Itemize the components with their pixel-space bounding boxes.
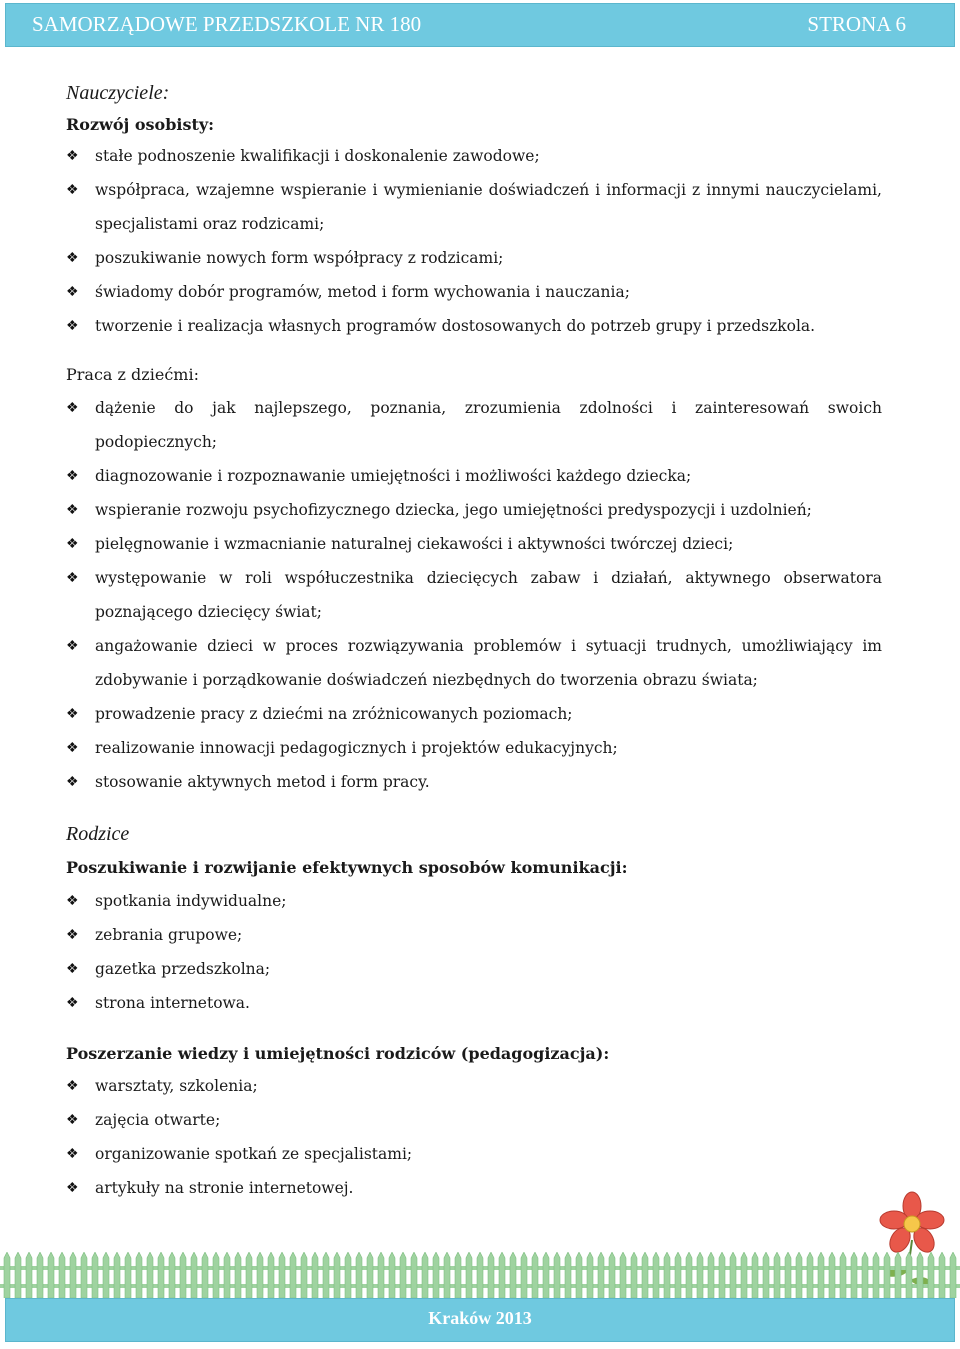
fence-picket: [488, 1252, 494, 1298]
list-item: [66, 459, 882, 493]
list-item-text: realizowanie innowacji pedagogicznych i projektów edukacyjnych;: [95, 739, 618, 757]
fence-picket: [763, 1252, 769, 1298]
fence-picket: [213, 1252, 219, 1298]
list-item-text: dążenie do jak najlepszego, poznania, zrozumienia zdolności i zainteresowań swoich podopiecznych;: [95, 399, 882, 451]
fence-picket: [70, 1252, 76, 1298]
fence-picket: [818, 1252, 824, 1298]
fence-picket: [851, 1252, 857, 1298]
fence-picket: [268, 1252, 274, 1298]
list-item: [66, 1103, 882, 1137]
list-item-text: zebrania grupowe;: [95, 926, 243, 944]
bullet-icon: ❖: [66, 927, 79, 943]
fence-picket: [26, 1252, 32, 1298]
list-item-text: angażowanie dzieci w proces rozwiązywania problemów i sytuacji trudnych, umożliwiający im zdobywanie i porządkowanie doświadczeń niezbędnych do tworzenia obrazu świata;: [95, 637, 882, 689]
list-item-text: prowadzenie pracy z dziećmi na zróżnicowanych poziomach;: [95, 705, 573, 723]
fence-picket: [92, 1252, 98, 1298]
fence-picket: [422, 1252, 428, 1298]
bullet-icon: ❖: [66, 740, 79, 756]
fence-picket: [378, 1252, 384, 1298]
fence-picket: [917, 1252, 923, 1298]
list-item-text: artykuły na stronie internetowej.: [95, 1179, 354, 1197]
fence-picket: [389, 1252, 395, 1298]
list-item-text: stałe podnoszenie kwalifikacji i doskonalenie zawodowe;: [95, 147, 540, 165]
list-item: [66, 765, 882, 799]
fence-picket: [730, 1252, 736, 1298]
bullet-icon: ❖: [66, 284, 79, 300]
fence-picket: [180, 1252, 186, 1298]
fence-picket: [301, 1252, 307, 1298]
fence-picket: [928, 1252, 934, 1298]
fence-picket: [158, 1252, 164, 1298]
list-item: [66, 986, 882, 1020]
fence-picket: [81, 1252, 87, 1298]
fence-picket: [367, 1252, 373, 1298]
fence-picket: [741, 1252, 747, 1298]
fence-picket: [653, 1252, 659, 1298]
fence-picket: [356, 1252, 362, 1298]
list-item: [66, 139, 882, 173]
fence-picket: [939, 1252, 945, 1298]
fence-picket: [796, 1252, 802, 1298]
list-item-text: diagnozowanie i rozpoznawanie umiejętności i możliwości każdego dziecka;: [95, 467, 692, 485]
fence-picket: [620, 1252, 626, 1298]
list-item-text: współpraca, wzajemne wspieranie i wymienianie doświadczeń i informacji z innymi nauczycielami, specjalistami oraz rodzicami;: [95, 181, 882, 233]
bullet-icon: ❖: [66, 570, 79, 586]
communication-list: [66, 884, 882, 1020]
fence-picket: [125, 1252, 131, 1298]
list-item-text: gazetka przedszkolna;: [95, 960, 271, 978]
list-item-text: spotkania indywidualne;: [95, 892, 287, 910]
fence-picket: [532, 1252, 538, 1298]
fence-picket: [631, 1252, 637, 1298]
fence-picket: [15, 1252, 21, 1298]
fence-picket: [499, 1252, 505, 1298]
list-item-text: wspieranie rozwoju psychofizycznego dziecka, jego umiejętności predyspozycji i uzdolnień;: [95, 501, 812, 519]
fence-picket: [114, 1252, 120, 1298]
fence-picket: [807, 1252, 813, 1298]
fence-picket: [290, 1252, 296, 1298]
list-item: [66, 629, 882, 697]
communication-heading: Poszukiwanie i rozwijanie efektywnych sposobów komunikacji:: [66, 858, 628, 877]
list-item: [66, 241, 882, 275]
fence-picket: [224, 1252, 230, 1298]
fence-picket: [400, 1252, 406, 1298]
bullet-icon: ❖: [66, 468, 79, 484]
fence-picket: [543, 1252, 549, 1298]
fence-picket: [785, 1252, 791, 1298]
list-item-text: organizowanie spotkań ze specjalistami;: [95, 1145, 413, 1163]
fence-picket: [686, 1252, 692, 1298]
fence-picket: [598, 1252, 604, 1298]
bullet-icon: ❖: [66, 706, 79, 722]
children-list: [66, 391, 882, 799]
fence-picket: [235, 1252, 241, 1298]
list-item: [66, 918, 882, 952]
bullet-icon: ❖: [66, 1146, 79, 1162]
page-number: STRONA 6: [807, 12, 906, 36]
fence-picket: [708, 1252, 714, 1298]
fence-picket: [345, 1252, 351, 1298]
list-item: [66, 309, 882, 343]
parents-title: Rodzice: [66, 823, 130, 845]
bullet-icon: ❖: [66, 148, 79, 164]
bullet-icon: ❖: [66, 502, 79, 518]
fence-picket: [477, 1252, 483, 1298]
bullet-icon: ❖: [66, 318, 79, 334]
school-name: SAMORZĄDOWE PRZEDSZKOLE NR 180: [32, 12, 422, 36]
fence-picket: [554, 1252, 560, 1298]
fence-picket: [433, 1252, 439, 1298]
page-header: [5, 3, 955, 47]
fence-picket: [37, 1252, 43, 1298]
knowledge-list: [66, 1069, 882, 1205]
fence-picket: [312, 1252, 318, 1298]
bullet-icon: ❖: [66, 1078, 79, 1094]
fence-picket: [510, 1252, 516, 1298]
teachers-title: Nauczyciele:: [66, 82, 170, 104]
fence-picket: [466, 1252, 472, 1298]
fence-picket: [675, 1252, 681, 1298]
fence-picket: [950, 1252, 956, 1298]
fence-picket: [4, 1252, 10, 1298]
fence-picket: [444, 1252, 450, 1298]
fence-picket: [664, 1252, 670, 1298]
bullet-icon: ❖: [66, 1112, 79, 1128]
list-item: [66, 1069, 882, 1103]
page-footer: [5, 1298, 955, 1342]
fence-picket: [257, 1252, 263, 1298]
bullet-icon: ❖: [66, 961, 79, 977]
fence-decoration: [0, 1252, 960, 1298]
bullet-icon: ❖: [66, 182, 79, 198]
fence-picket: [48, 1252, 54, 1298]
list-item: [66, 952, 882, 986]
list-item: [66, 391, 882, 459]
fence-picket: [862, 1252, 868, 1298]
fence-picket: [906, 1252, 912, 1298]
fence-picket: [169, 1252, 175, 1298]
list-item-text: świadomy dobór programów, metod i form wychowania i nauczania;: [95, 283, 630, 301]
list-item: [66, 1137, 882, 1171]
fence-picket: [246, 1252, 252, 1298]
fence-picket: [191, 1252, 197, 1298]
development-list: [66, 139, 882, 343]
bullet-icon: ❖: [66, 638, 79, 654]
fence-picket: [521, 1252, 527, 1298]
fence-picket: [147, 1252, 153, 1298]
list-item: [66, 527, 882, 561]
list-item: [66, 493, 882, 527]
fence-picket: [565, 1252, 571, 1298]
bullet-icon: ❖: [66, 774, 79, 790]
bullet-icon: ❖: [66, 995, 79, 1011]
list-item-text: zajęcia otwarte;: [95, 1111, 221, 1129]
fence-picket: [609, 1252, 615, 1298]
fence-picket: [323, 1252, 329, 1298]
list-item: [66, 173, 882, 241]
fence-picket: [774, 1252, 780, 1298]
fence-picket: [840, 1252, 846, 1298]
bullet-icon: ❖: [66, 893, 79, 909]
list-item-text: pielęgnowanie i wzmacnianie naturalnej ciekawości i aktywności twórczej dzieci;: [95, 535, 734, 553]
fence-picket: [279, 1252, 285, 1298]
knowledge-heading: Poszerzanie wiedzy i umiejętności rodziców (pedagogizacja):: [66, 1044, 610, 1063]
list-item-text: strona internetowa.: [95, 994, 250, 1012]
list-item: [66, 697, 882, 731]
fence-picket: [576, 1252, 582, 1298]
fence-picket: [873, 1252, 879, 1298]
fence-picket: [895, 1252, 901, 1298]
development-heading: Rozwój osobisty:: [66, 115, 215, 134]
fence-picket: [719, 1252, 725, 1298]
children-heading: Praca z dziećmi:: [66, 365, 199, 384]
fence-picket: [411, 1252, 417, 1298]
bullet-icon: ❖: [66, 1180, 79, 1196]
fence-picket: [334, 1252, 340, 1298]
fence-picket: [697, 1252, 703, 1298]
list-item-text: występowanie w roli współuczestnika dziecięcych zabaw i działań, aktywnego obserwatora poznającego dziecięcy świat;: [95, 569, 882, 621]
fence-picket: [587, 1252, 593, 1298]
fence-picket: [829, 1252, 835, 1298]
fence-picket: [752, 1252, 758, 1298]
list-item-text: poszukiwanie nowych form współpracy z rodzicami;: [95, 249, 504, 267]
list-item: [66, 1171, 882, 1205]
list-item: [66, 884, 882, 918]
fence-picket: [202, 1252, 208, 1298]
fence-picket: [59, 1252, 65, 1298]
bullet-icon: ❖: [66, 400, 79, 416]
fence-picket: [136, 1252, 142, 1298]
list-item-text: stosowanie aktywnych metod i form pracy.: [95, 773, 430, 791]
list-item: [66, 275, 882, 309]
list-item: [66, 731, 882, 765]
fence-picket: [642, 1252, 648, 1298]
fence-picket: [455, 1252, 461, 1298]
fence-picket: [884, 1252, 890, 1298]
bullet-icon: ❖: [66, 250, 79, 266]
list-item-text: tworzenie i realizacja własnych programów dostosowanych do potrzeb grupy i przedszkola.: [95, 317, 816, 335]
list-item-text: warsztaty, szkolenia;: [95, 1077, 258, 1095]
bullet-icon: ❖: [66, 536, 79, 552]
list-item: [66, 561, 882, 629]
footer-text: Kraków 2013: [428, 1308, 532, 1328]
page-content: [66, 82, 882, 1205]
fence-picket: [103, 1252, 109, 1298]
